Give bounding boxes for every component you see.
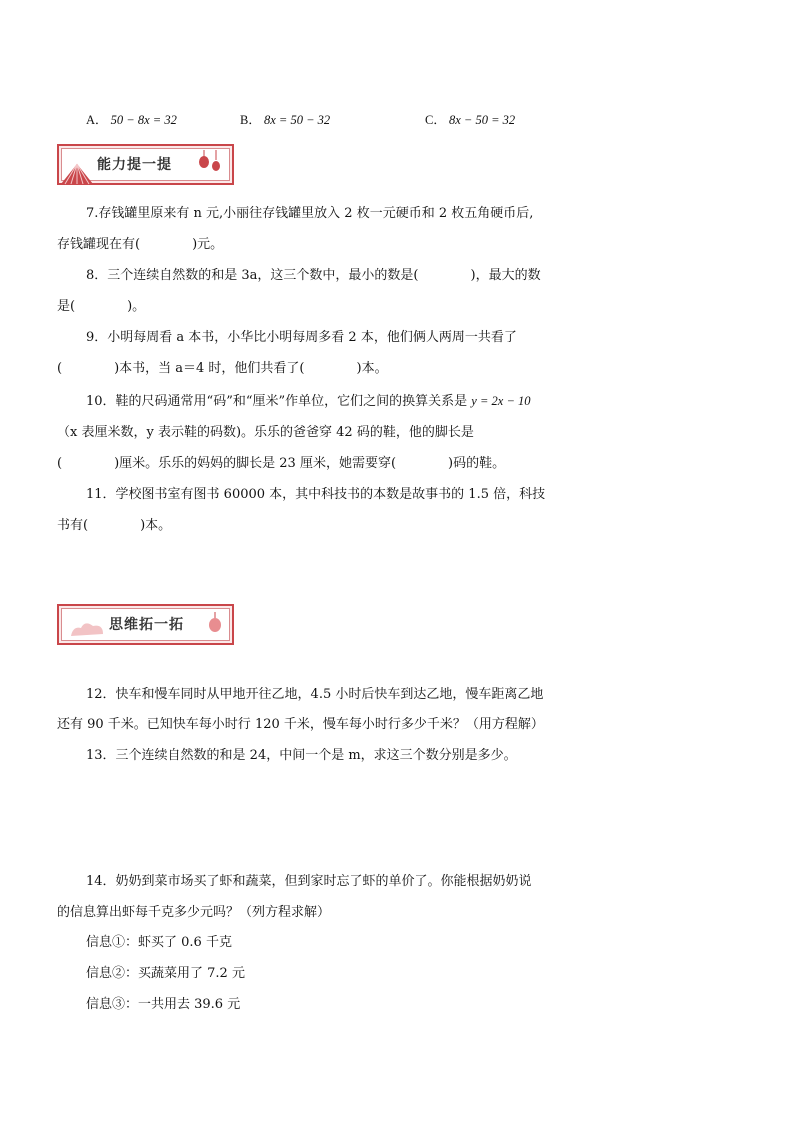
section-banner-thinking — [57, 604, 234, 645]
q10-line3: ( )厘米。乐乐的妈妈的脚长是 23 厘米，她需要穿( )码的鞋。 — [57, 456, 506, 471]
option-c-expression: 8x − 50 = 32 — [448, 113, 516, 127]
q10-line2: （x 表厘米数，y 表示鞋的码数)。乐乐的爸爸穿 42 码的鞋，他的脚长是 — [57, 425, 474, 440]
fan-icon — [57, 154, 97, 186]
lantern-icon — [204, 612, 226, 638]
option-b — [240, 111, 330, 129]
option-a-expression: 50 − 8x = 32 — [110, 113, 177, 127]
q13-line1: 13．三个连续自然数的和是 24，中间一个是 m，求这三个数分别是多少。 — [86, 748, 517, 763]
section-banner-ability — [57, 144, 234, 185]
q10-line1 — [86, 392, 531, 411]
q14-info2: 信息②：买蔬菜用了 7.2 元 — [86, 966, 245, 981]
q7-line2: 存钱罐现在有( )元。 — [57, 237, 224, 252]
q14-line2: 的信息算出虾每千克多少元吗？（列方程求解） — [57, 905, 331, 920]
q12-line1: 12．快车和慢车同时从甲地开往乙地，4.5 小时后快车到达乙地，慢车距离乙地 — [86, 687, 544, 702]
q14-info3: 信息③：一共用去 39.6 元 — [86, 997, 241, 1012]
q11-line2: 书有( )本。 — [57, 518, 172, 533]
q12-line2: 还有 90 千米。已知快车每小时行 120 千米，慢车每小时行多少千米？（用方程解） — [57, 717, 544, 732]
q7-line1: 7.存钱罐里原来有 n 元,小丽往存钱罐里放入 2 枚一元硬币和 2 枚五角硬币后, — [86, 206, 534, 221]
q10-formula: y = 2x − 10 — [471, 394, 531, 408]
q14-info1: 信息①：虾买了 0.6 千克 — [86, 935, 232, 950]
cloud-icon — [67, 618, 107, 640]
option-c-label: C． — [425, 113, 446, 127]
q10-text: 10．鞋的尺码通常用“码”和“厘米”作单位，它们之间的换算关系是 — [86, 394, 468, 409]
option-b-label: B． — [240, 113, 261, 127]
option-a-label: A． — [86, 113, 108, 127]
q9-line2: ( )本书，当 a＝4 时，他们共看了( )本。 — [57, 361, 388, 376]
option-a — [86, 111, 177, 129]
option-b-expression: 8x = 50 − 32 — [263, 113, 331, 127]
option-c — [425, 111, 515, 129]
q8-line2: 是( )。 — [57, 299, 146, 314]
section-title-thinking: 思维拓一拓 — [109, 617, 184, 633]
q9-line1: 9．小明每周看 a 本书，小华比小明每周多看 2 本，他们俩人两周一共看了 — [86, 330, 517, 345]
lantern-icon — [196, 150, 224, 180]
q14-line1: 14．奶奶到菜市场买了虾和蔬菜，但到家时忘了虾的单价了。你能根据奶奶说 — [86, 874, 532, 889]
section-title-ability: 能力提一提 — [97, 157, 172, 173]
q8-line1: 8．三个连续自然数的和是 3a，这三个数中，最小的数是( )，最大的数 — [86, 268, 541, 283]
q11-line1: 11．学校图书室有图书 60000 本，其中科技书的本数是故事书的 1.5 倍，科技 — [86, 487, 546, 502]
